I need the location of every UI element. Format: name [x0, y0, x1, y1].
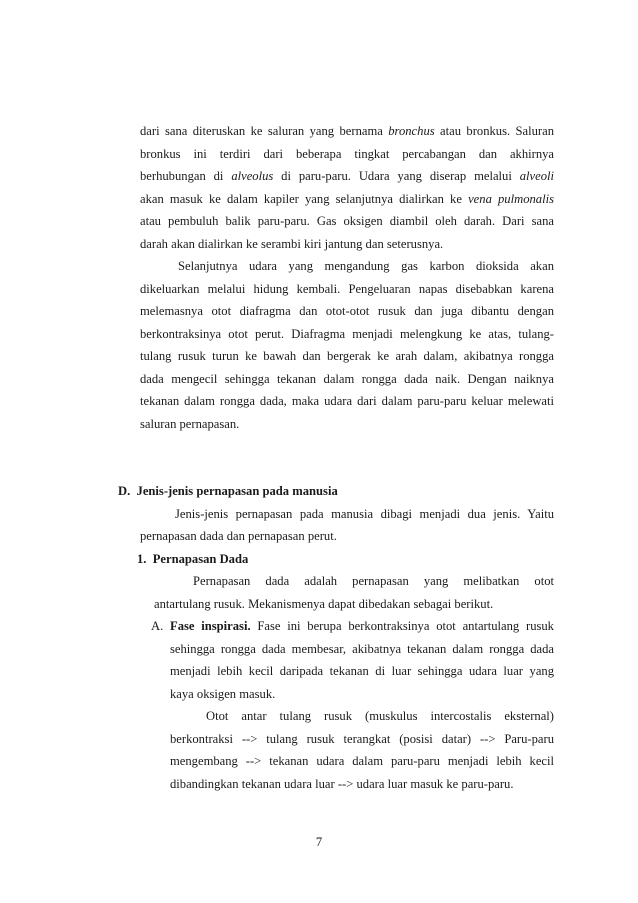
text-line: atau pembuluh balik paru-paru. Gas oksigen diambil oleh darah. Dari sana [140, 214, 554, 228]
text-line: menjadi lebih kecil daripada tekanan di luar sehingga udara luar yang [170, 664, 554, 678]
text-line: berkontraksi --> tulang rusuk terangkat (posisi datar) --> Paru-paru [170, 732, 554, 746]
text-line: kaya oksigen masuk. [170, 687, 276, 701]
text-line: Pernapasan dada adalah pernapasan yang melibatkan otot [193, 574, 554, 588]
text-line: saluran pernapasan. [140, 417, 240, 431]
text-line: Jenis-jenis pernapasan pada manusia dibagi menjadi dua jenis. Yaitu [175, 507, 554, 521]
italic-term: alveolus [231, 169, 274, 183]
text-line: antartulang rusuk. Mekanismenya dapat dibedakan sebagai berikut. [154, 597, 494, 611]
text-line: tekanan dalam rongga dada, maka udara dari dalam paru-paru keluar melewati [140, 394, 554, 408]
text-line: Selanjutnya udara yang mengandung gas karbon dioksida akan [178, 259, 554, 273]
text-line: sehingga rongga dada membesar, akibatnya tekanan dalam rongga dada [170, 642, 554, 656]
text-line: mengembang --> tekanan udara dalam paru-paru menjadi lebih kecil [170, 754, 554, 768]
text-line: tulang rusuk turun ke bawah dan bergerak ke arah dalam, akibatnya rongga [140, 349, 554, 363]
text-span: dari sana diteruskan ke saluran yang bernama [140, 124, 389, 138]
italic-term: bronchus [388, 124, 435, 138]
section-heading: D. Jenis-jenis pernapasan pada manusia [118, 484, 338, 498]
text-line: pernapasan dada dan pernapasan perut. [140, 529, 337, 543]
text-line: berkontraksinya otot perut. Diafragma menjadi melengkung ke atas, tulang- [140, 327, 554, 341]
text-span: Fase ini berupa berkontraksinya otot antartulang rusuk [250, 619, 554, 633]
italic-term: vena pulmonalis [468, 192, 554, 206]
text-span: atau bronkus. Saluran [434, 124, 554, 138]
text-line [140, 168, 554, 184]
text-span: berhubungan di [140, 169, 232, 183]
text-line: darah akan dialirkan ke serambi kiri jantung dan seterusnya. [140, 237, 444, 251]
text-span: akan masuk ke dalam kapiler yang selanjutnya dialirkan ke [140, 192, 469, 206]
text-line: dada mengecil sehingga tekanan dalam rongga dada naik. Dengan naiknya [140, 372, 554, 386]
text-line: dikeluarkan melalui hidung kembali. Pengeluaran napas disebabkan karena [140, 282, 554, 296]
text-line [140, 191, 554, 207]
page-number: 7 [315, 835, 323, 849]
subsection-heading: 1. Pernapasan Dada [137, 552, 249, 566]
text-line: Otot antar tulang rusuk (muskulus intercostalis eksternal) [206, 709, 554, 723]
list-marker: A. [151, 619, 164, 633]
text-span: di paru-paru. Udara yang diserap melalui [273, 169, 520, 183]
bold-term: Fase inspirasi. [170, 619, 251, 633]
text-line [170, 618, 554, 634]
text-line: melemasnya otot diafragma dan otot-otot rusuk dan juga dibantu dengan [140, 304, 554, 318]
italic-term: alveoli [519, 169, 554, 183]
text-line: bronkus ini terdiri dari beberapa tingkat percabangan dan akhirnya [140, 147, 554, 161]
text-line: dibandingkan tekanan udara luar --> udara luar masuk ke paru-paru. [170, 777, 514, 791]
text-line [140, 123, 554, 139]
